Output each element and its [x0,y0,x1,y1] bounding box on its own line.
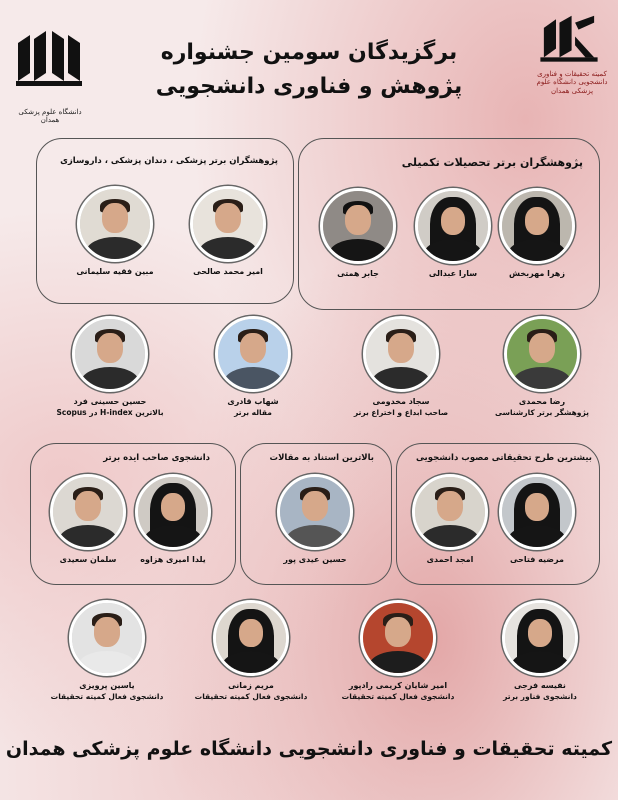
person-name: یاسین پرویزی [79,681,135,690]
portrait [499,188,575,264]
award-label: صاحب ابداع و اختراع برتر [353,408,449,417]
portrait [215,316,291,392]
portrait [360,600,436,676]
portrait [213,600,289,676]
person-card [42,600,172,701]
person-card [186,600,316,701]
person-card [400,474,500,564]
person-card [303,188,413,278]
award-label: دانشجوی فناور برتر [503,692,577,701]
person-name: امیر محمد صالحی [193,267,263,276]
person-name: مبین فقیه سلیمانی [76,267,154,276]
person-card [398,188,508,278]
person-card [123,474,223,564]
person-card [50,316,170,417]
award-label: دانشجوی فعال کمیته تحقیقات [341,692,455,701]
portrait [499,474,575,550]
left-logo-caption: دانشگاه علوم پزشکی همدان [18,108,82,125]
footer-title: کمیته تحقیقات و فناوری دانشجویی دانشگاه علوم پزشکی همدان [5,738,613,760]
portrait [415,188,491,264]
portrait [363,316,439,392]
person-name: حسین عیدی پور [283,555,347,564]
person-card [487,316,597,417]
portrait [412,474,488,550]
person-name: سارا عبدالی [428,269,478,278]
citations-title: بالاترین استناد به مقالات [269,453,374,463]
person-name: نفیسه فرجی [514,681,566,690]
person-name: مرضیه فتاحی [510,555,564,564]
portrait [320,188,396,264]
person-name: سلمان سعیدی [59,555,117,564]
portrait [504,316,580,392]
right-logo-caption-1: کمیته تحقیقات و فناوری [537,70,607,78]
page-title-line-1: برگزیدگان سومین جشنواره [160,40,458,65]
award-label: مقاله برتر [234,408,272,417]
person-name: جابر همتی [337,269,379,278]
person-name: مریم زمانی [228,681,274,690]
person-name: یلدا امیری هزاوه [140,555,206,564]
person-card [60,186,170,276]
award-label: بالاترین H-index در Scopus [56,408,164,417]
person-card [346,316,456,417]
person-card [198,316,308,417]
university-logo [14,14,86,125]
portrait [277,474,353,550]
portrait [502,600,578,676]
portrait [72,316,148,392]
person-card [260,474,370,564]
right-logo-caption-2: دانشجویی دانشگاه علوم پزشکی همدان [536,78,608,95]
book-logo-icon [14,14,84,104]
person-card [328,600,468,701]
person-card [485,600,595,701]
person-card [38,474,138,564]
award-label: دانشجوی فعال کمیته تحقیقات [50,692,164,701]
page-title-line-2: پژوهش و فناوری دانشجویی [155,74,463,99]
medical-section-title: پژوهشگران برتر پزشکی ، دندان پزشکی ، داروسازی [60,156,278,166]
committee-logo-icon [534,14,604,66]
person-name: زهرا مهربخش [509,269,565,278]
person-name: سجاد مخدومی [372,397,430,406]
portrait [135,474,211,550]
portrait [69,600,145,676]
person-name: شهاب قادری [227,397,279,406]
idea-title: دانشجوی صاحب ایده برتر [103,453,210,463]
committee-logo [534,14,610,95]
person-name: امجد احمدی [426,555,474,564]
portrait [77,186,153,262]
graduate-section-title: پژوهشگران برتر تحصیلات تکمیلی [401,156,583,169]
person-card [487,474,587,564]
portrait [50,474,126,550]
approved-projects-title: بیشترین طرح تحقیقاتی مصوب دانشجویی [415,453,592,463]
award-label: دانشجوی فعال کمیته تحقیقات [194,692,308,701]
person-name: حسین حسینی فرد [73,397,147,406]
award-label: پژوهشگر برتر کارشناسی [495,408,589,417]
portrait [190,186,266,262]
person-card [173,186,283,276]
person-name: امیر شایان کریمی رادپور [348,681,448,690]
person-name: رضا محمدی [518,397,566,406]
